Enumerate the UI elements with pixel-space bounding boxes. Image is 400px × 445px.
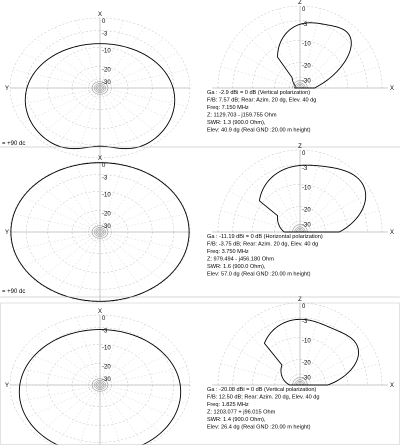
info-line: Freq: 7.150 MHz: [207, 105, 249, 111]
grid-spoke: [13, 232, 100, 250]
grid-spoke: [100, 232, 187, 250]
grid-spoke: [100, 88, 123, 156]
grid-spoke: [77, 232, 100, 300]
grid-spoke: [100, 197, 178, 232]
info-line: Elev: 26.4 dg (Real GND :20.00 m height): [207, 424, 311, 431]
info-line: Freq: 3.750 MHz: [207, 249, 249, 255]
grid-spoke: [36, 39, 100, 89]
grid-spoke: [279, 9, 300, 88]
elevation-plot: [212, 144, 394, 236]
ring-label: -10: [302, 41, 311, 48]
axis-label-x: X: [97, 12, 103, 18]
grid-spoke: [100, 232, 145, 293]
grid-spoke: [22, 197, 100, 232]
ring-label: 0: [102, 316, 106, 322]
grid-spoke: [100, 232, 164, 282]
grid-spoke: [300, 364, 379, 385]
ring-label: -20: [302, 360, 311, 367]
ring-label: -10: [302, 185, 311, 192]
grid-spoke: [100, 53, 178, 88]
ring-label: -3: [102, 175, 108, 182]
grid-spoke: [36, 232, 100, 282]
info-line: Ga : -2.9 dBi = 0 dB (Vertical polarization): [207, 90, 311, 96]
grid-spoke: [242, 174, 300, 232]
grid-spoke: [55, 232, 100, 293]
grid-spoke: [300, 67, 379, 88]
ring-label: -30: [302, 375, 311, 382]
info-line: F/B: -3.75 dB; Rear: Azim. 20 dg, Elev. 40 dg: [207, 241, 319, 248]
ring-label: -30: [102, 376, 111, 383]
grid-spoke: [22, 232, 100, 267]
axis-label-x: X: [97, 309, 103, 315]
axis-label-z: Z: [298, 144, 302, 150]
info-line: SWR: 1.4 (900.0 Ohm),: [207, 417, 266, 423]
grid-spoke: [55, 171, 100, 232]
axis-label-z: Z: [298, 0, 302, 6]
axis-label-x: X: [390, 383, 395, 389]
grid-spoke: [279, 306, 300, 385]
ring-label: -10: [102, 48, 111, 55]
ring-label: 0: [302, 151, 306, 157]
info-line: Z: 1203.077 + j96.015 Ohm: [207, 409, 276, 416]
ring-label: -3: [102, 31, 108, 38]
ring-label: -3: [102, 328, 108, 335]
ring-label: -30: [302, 222, 311, 229]
azimuth-plot: [5, 309, 190, 445]
ring-label: 0: [302, 304, 306, 310]
axis-label-x: X: [390, 230, 395, 236]
ring-label: -10: [102, 345, 111, 352]
grid-spoke: [36, 88, 100, 138]
orientation-note: = +90 dc: [2, 141, 26, 147]
grid-spoke: [100, 232, 123, 300]
grid-spoke: [36, 385, 100, 435]
grid-spoke: [13, 385, 100, 403]
pattern-info: [207, 387, 319, 431]
azimuth-plot: [5, 156, 190, 302]
ring-label: -20: [302, 207, 311, 214]
axis-label-y: Y: [5, 383, 10, 389]
panel-frame: [1, 303, 400, 445]
ring-label: -3: [302, 318, 308, 325]
grid-spoke: [36, 336, 100, 386]
grid-spoke: [77, 164, 100, 232]
pattern-info: [207, 90, 316, 134]
ring-label: -20: [302, 63, 311, 70]
grid-spoke: [100, 385, 178, 420]
ring-label: -20: [102, 211, 111, 218]
ring-label: 0: [302, 7, 306, 13]
pattern-panel-1: [2, 0, 394, 158]
info-line: F/B: 7.57 dB; Rear: Azim. 20 dg, Elev. 40 dg: [207, 97, 317, 104]
info-line: Ga : -11.19 dBi = 0 dB (Horizontal polarization): [207, 234, 323, 240]
info-line: Z: 1129.703 - j159.755 Ohm: [207, 112, 277, 119]
info-line: SWR: 1.3 (900.0 Ohm),: [207, 120, 266, 126]
ring-label: 0: [102, 19, 106, 25]
ring-label: -20: [102, 364, 111, 371]
grid-spoke: [100, 88, 164, 138]
axis-label-z: Z: [298, 297, 302, 303]
grid-spoke: [242, 327, 300, 385]
grid-spoke: [77, 88, 100, 156]
info-line: Z: 979.494 - j456.180 Ohm: [207, 256, 274, 263]
grid-spoke: [100, 385, 145, 445]
grid-spoke: [22, 88, 100, 123]
grid-spoke: [229, 344, 300, 385]
grid-spoke: [36, 183, 100, 233]
elevation-pattern: [278, 23, 352, 88]
axis-label-x: X: [390, 86, 395, 92]
pattern-info: [207, 234, 323, 278]
elevation-plot: [212, 0, 394, 92]
grid-spoke: [100, 232, 178, 267]
grid-spoke: [300, 211, 379, 232]
grid-spoke: [221, 67, 300, 88]
azimuth-plot: [5, 12, 190, 158]
ring-label: -30: [102, 79, 111, 86]
grid-spoke: [100, 385, 164, 435]
grid-spoke: [100, 367, 187, 385]
grid-spoke: [22, 350, 100, 385]
info-line: Elev: 57.0 dg (Real GND :20.00 m height): [207, 271, 311, 278]
grid-spoke: [55, 27, 100, 88]
info-line: SWR: 1.6 (900.0 Ohm),: [207, 264, 266, 270]
grid-spoke: [100, 70, 187, 88]
grid-spoke: [55, 385, 100, 445]
orientation-note: = +90 dc: [2, 289, 26, 295]
grid-spoke: [100, 350, 178, 385]
ring-label: -20: [102, 67, 111, 74]
grid-spoke: [100, 88, 178, 123]
grid-spoke: [55, 88, 100, 149]
info-line: Ga : -20.08 dBi = 0 dB (Vertical polarization): [207, 387, 317, 393]
grid-spoke: [77, 317, 100, 385]
ring-label: -10: [102, 192, 111, 199]
ring-label: 0: [102, 163, 106, 169]
grid-spoke: [55, 324, 100, 385]
pattern-panel-2: [0, 144, 400, 302]
ring-label: -10: [302, 338, 311, 345]
grid-spoke: [221, 211, 300, 232]
info-line: Elev: 40.9 dg (Real GND :20.00 m height): [207, 127, 311, 134]
axis-label-y: Y: [5, 86, 10, 92]
grid-spoke: [77, 20, 100, 88]
ring-label: -3: [302, 21, 308, 28]
info-line: Freq: 1.825 MHz: [207, 402, 249, 408]
grid-spoke: [100, 88, 145, 149]
grid-spoke: [229, 191, 300, 232]
axis-label-y: Y: [5, 230, 10, 236]
grid-spoke: [22, 385, 100, 420]
elevation-pattern: [264, 319, 358, 385]
grid-spoke: [259, 314, 300, 385]
ring-label: -3: [302, 165, 308, 172]
elevation-pattern: [259, 165, 365, 232]
grid-spoke: [229, 47, 300, 88]
grid-spoke: [242, 30, 300, 88]
grid-spoke: [221, 364, 300, 385]
grid-spoke: [259, 17, 300, 88]
grid-spoke: [22, 53, 100, 88]
axis-label-x: X: [97, 156, 103, 162]
info-line: F/B: 12.50 dB; Rear: Azim. 20 dg, Elev. 40 dg: [207, 394, 320, 401]
ring-label: -30: [302, 78, 311, 85]
grid-spoke: [279, 153, 300, 232]
grid-spoke: [100, 214, 187, 232]
elevation-plot: [212, 297, 394, 389]
pattern-panel-3: [0, 297, 400, 445]
ring-label: -30: [102, 223, 111, 230]
grid-spoke: [100, 385, 187, 403]
